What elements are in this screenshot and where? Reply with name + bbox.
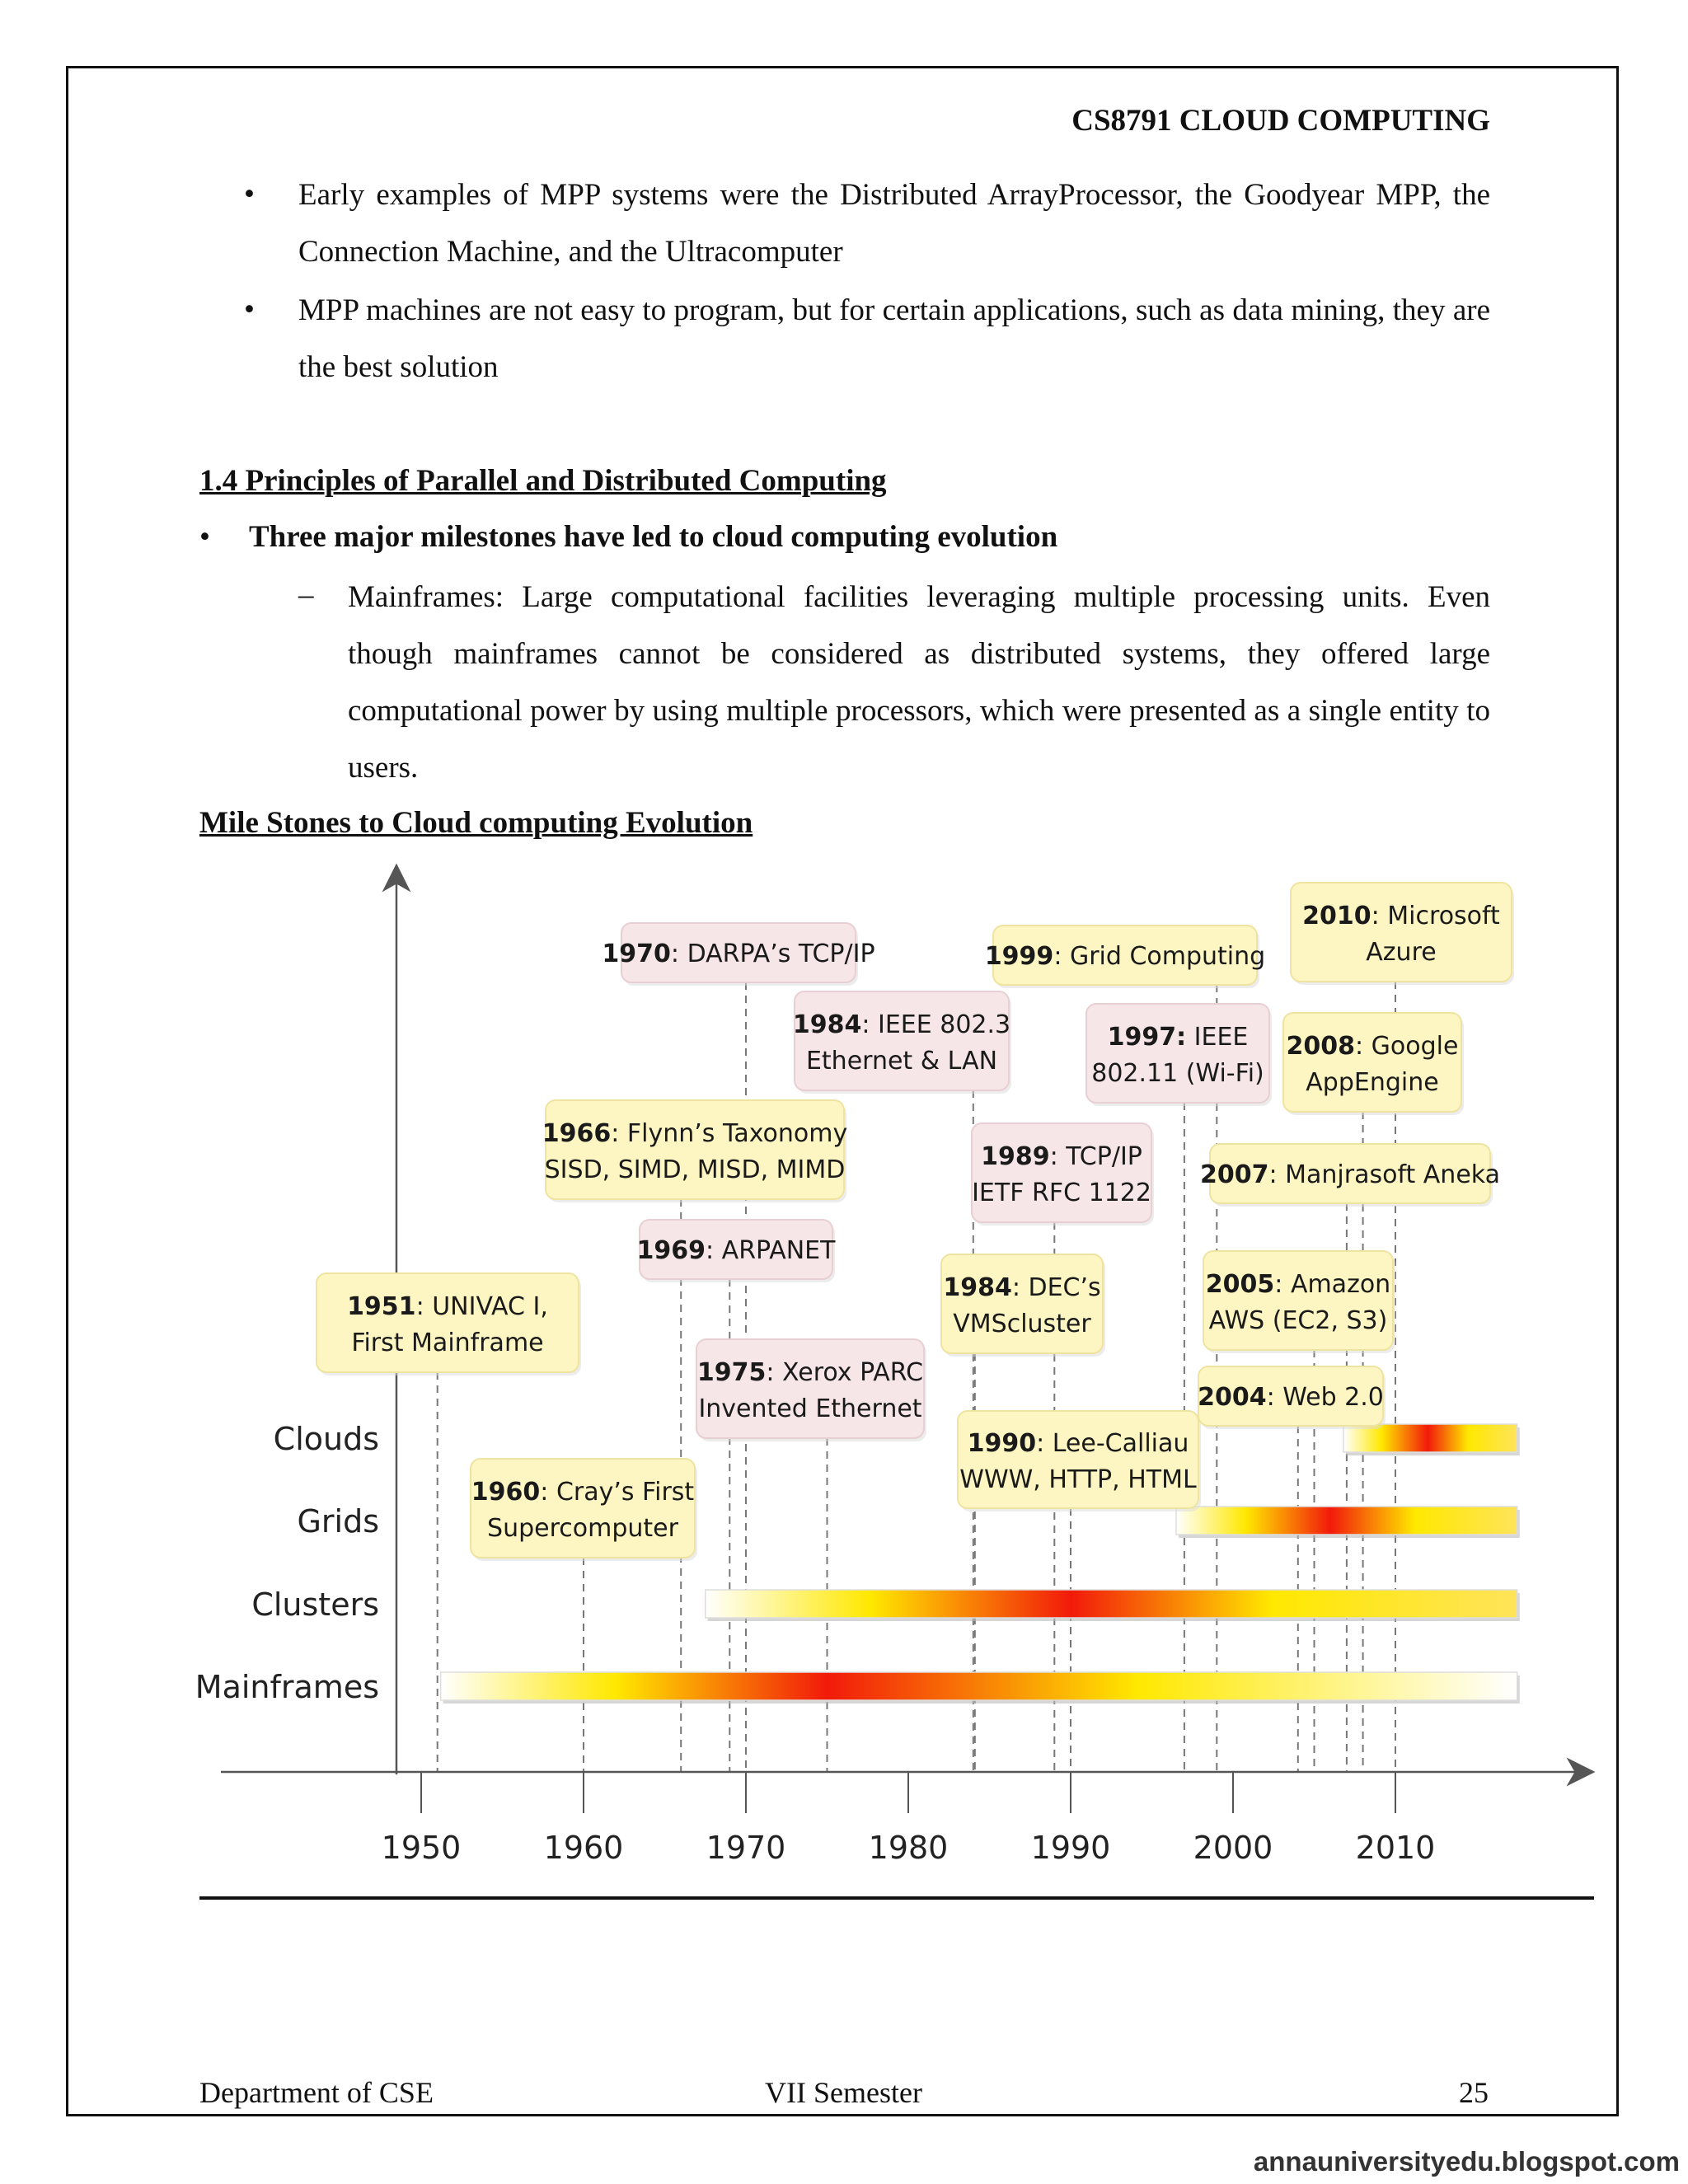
bar-grids bbox=[1176, 1507, 1517, 1535]
event-line2: IETF RFC 1122 bbox=[972, 1179, 1151, 1207]
figure-title: Mile Stones to Cloud computing Evolution bbox=[199, 806, 753, 840]
page-header-course: CS8791 CLOUD COMPUTING bbox=[1071, 104, 1490, 138]
event-line1: 1997: IEEE bbox=[1107, 1023, 1249, 1052]
event-line1: 1970: DARPA’s TCP/IP bbox=[602, 940, 875, 968]
mainframes-paragraph: Mainframes: Large computational facilities leveraging multiple processing units. Even though mainframes cannot be considered as distributed systems, they offered large computational power by using multiple processors, which were presented as a single entity to users. bbox=[348, 580, 1490, 785]
event-callout-1951 bbox=[316, 1273, 581, 1376]
footer-semester: VII Semester bbox=[765, 2076, 922, 2109]
event-callout-2007 bbox=[1200, 1144, 1500, 1207]
intro-bullet-2: MPP machines are not easy to program, but for certain applications, such as data mining, they are the best solution bbox=[298, 293, 1490, 384]
footer-department: Department of CSE bbox=[199, 2076, 434, 2109]
event-line2: 802.11 (Wi-Fi) bbox=[1091, 1059, 1264, 1088]
bullet-dot: • bbox=[244, 177, 255, 211]
event-line2: AWS (EC2, S3) bbox=[1208, 1306, 1388, 1335]
event-callout-1984 bbox=[941, 1254, 1105, 1357]
x-tick-label-2000: 2000 bbox=[1193, 1830, 1273, 1866]
event-line1: 1960: Cray’s First bbox=[471, 1478, 695, 1507]
event-line2: SISD, SIMD, MISD, MIMD bbox=[544, 1155, 846, 1184]
event-callout-1966 bbox=[542, 1100, 848, 1202]
intro-bullet-1: Early examples of MPP systems were the Distributed ArrayProcessor, the Goodyear MPP, the Connection Machine, and the Ultracomputer bbox=[298, 178, 1490, 269]
event-callout-1997 bbox=[1086, 1004, 1272, 1106]
event-callout-1975 bbox=[696, 1339, 926, 1441]
watermark: annauniversityedu.blogspot.com bbox=[1253, 2146, 1680, 2177]
footer-page-number: 25 bbox=[1459, 2076, 1489, 2109]
event-line1: 2008: Google bbox=[1286, 1032, 1459, 1061]
event-callout-2004 bbox=[1198, 1366, 1386, 1429]
row-label-clouds: Clouds bbox=[273, 1421, 379, 1457]
event-line1: 1984: IEEE 802.3 bbox=[792, 1010, 1011, 1039]
event-callout-1960 bbox=[471, 1459, 697, 1561]
event-line1: 2007: Manjrasoft Aneka bbox=[1199, 1160, 1501, 1189]
event-callout-2010 bbox=[1291, 883, 1514, 985]
bullet-dot: • bbox=[199, 520, 210, 554]
x-tick-label-1960: 1960 bbox=[543, 1830, 624, 1866]
event-line2: First Mainframe bbox=[351, 1329, 544, 1357]
event-line2: Invented Ethernet bbox=[698, 1394, 922, 1423]
event-line2: Azure bbox=[1366, 938, 1437, 967]
row-label-mainframes: Mainframes bbox=[195, 1669, 379, 1705]
x-tick-label-1970: 1970 bbox=[706, 1830, 786, 1866]
x-tick-label-1980: 1980 bbox=[868, 1830, 949, 1866]
event-callout-1999 bbox=[985, 926, 1265, 988]
event-callout-1969 bbox=[637, 1220, 837, 1282]
dash-marker: – bbox=[298, 578, 314, 612]
bar-clusters bbox=[706, 1590, 1517, 1618]
event-line1: 1989: TCP/IP bbox=[981, 1142, 1142, 1171]
event-callout-2005 bbox=[1203, 1251, 1395, 1353]
event-line1: 1990: Lee-Calliau bbox=[967, 1429, 1189, 1458]
event-callout-1970 bbox=[602, 923, 874, 986]
milestone-heading: Three major milestones have led to cloud computing evolution bbox=[249, 520, 1058, 554]
event-callout-1984 bbox=[793, 991, 1011, 1094]
event-line1: 1999: Grid Computing bbox=[984, 942, 1266, 971]
x-tick-label-1950: 1950 bbox=[381, 1830, 462, 1866]
section-rule bbox=[199, 1896, 1594, 1900]
event-line1: 2010: Microsoft bbox=[1302, 902, 1500, 930]
event-line1: 1966: Flynn’s Taxonomy bbox=[542, 1119, 848, 1148]
event-line1: 2005: Amazon bbox=[1205, 1270, 1391, 1299]
event-line2: AppEngine bbox=[1306, 1068, 1439, 1097]
event-line1: 2004: Web 2.0 bbox=[1198, 1383, 1384, 1412]
x-tick-label-1990: 1990 bbox=[1030, 1830, 1111, 1866]
event-line1: 1984: DEC’s bbox=[943, 1273, 1101, 1302]
event-callout-1990 bbox=[958, 1411, 1201, 1511]
event-line2: Ethernet & LAN bbox=[805, 1047, 998, 1076]
event-line2: WWW, HTTP, HTML bbox=[959, 1465, 1197, 1494]
event-callout-1989 bbox=[972, 1123, 1154, 1226]
event-line1: 1951: UNIVAC I, bbox=[347, 1292, 548, 1321]
event-line2: VMScluster bbox=[953, 1310, 1091, 1338]
event-line2: Supercomputer bbox=[487, 1514, 678, 1543]
row-label-grids: Grids bbox=[297, 1503, 379, 1540]
section-title: 1.4 Principles of Parallel and Distributed Computing bbox=[199, 464, 887, 498]
bullet-dot: • bbox=[244, 293, 255, 326]
event-line1: 1969: ARPANET bbox=[636, 1236, 836, 1265]
row-label-clusters: Clusters bbox=[251, 1586, 379, 1623]
x-tick-label-2010: 2010 bbox=[1355, 1830, 1436, 1866]
event-callout-2008 bbox=[1283, 1013, 1464, 1115]
event-line1: 1975: Xerox PARC bbox=[696, 1358, 924, 1387]
bar-mainframes bbox=[441, 1672, 1517, 1700]
